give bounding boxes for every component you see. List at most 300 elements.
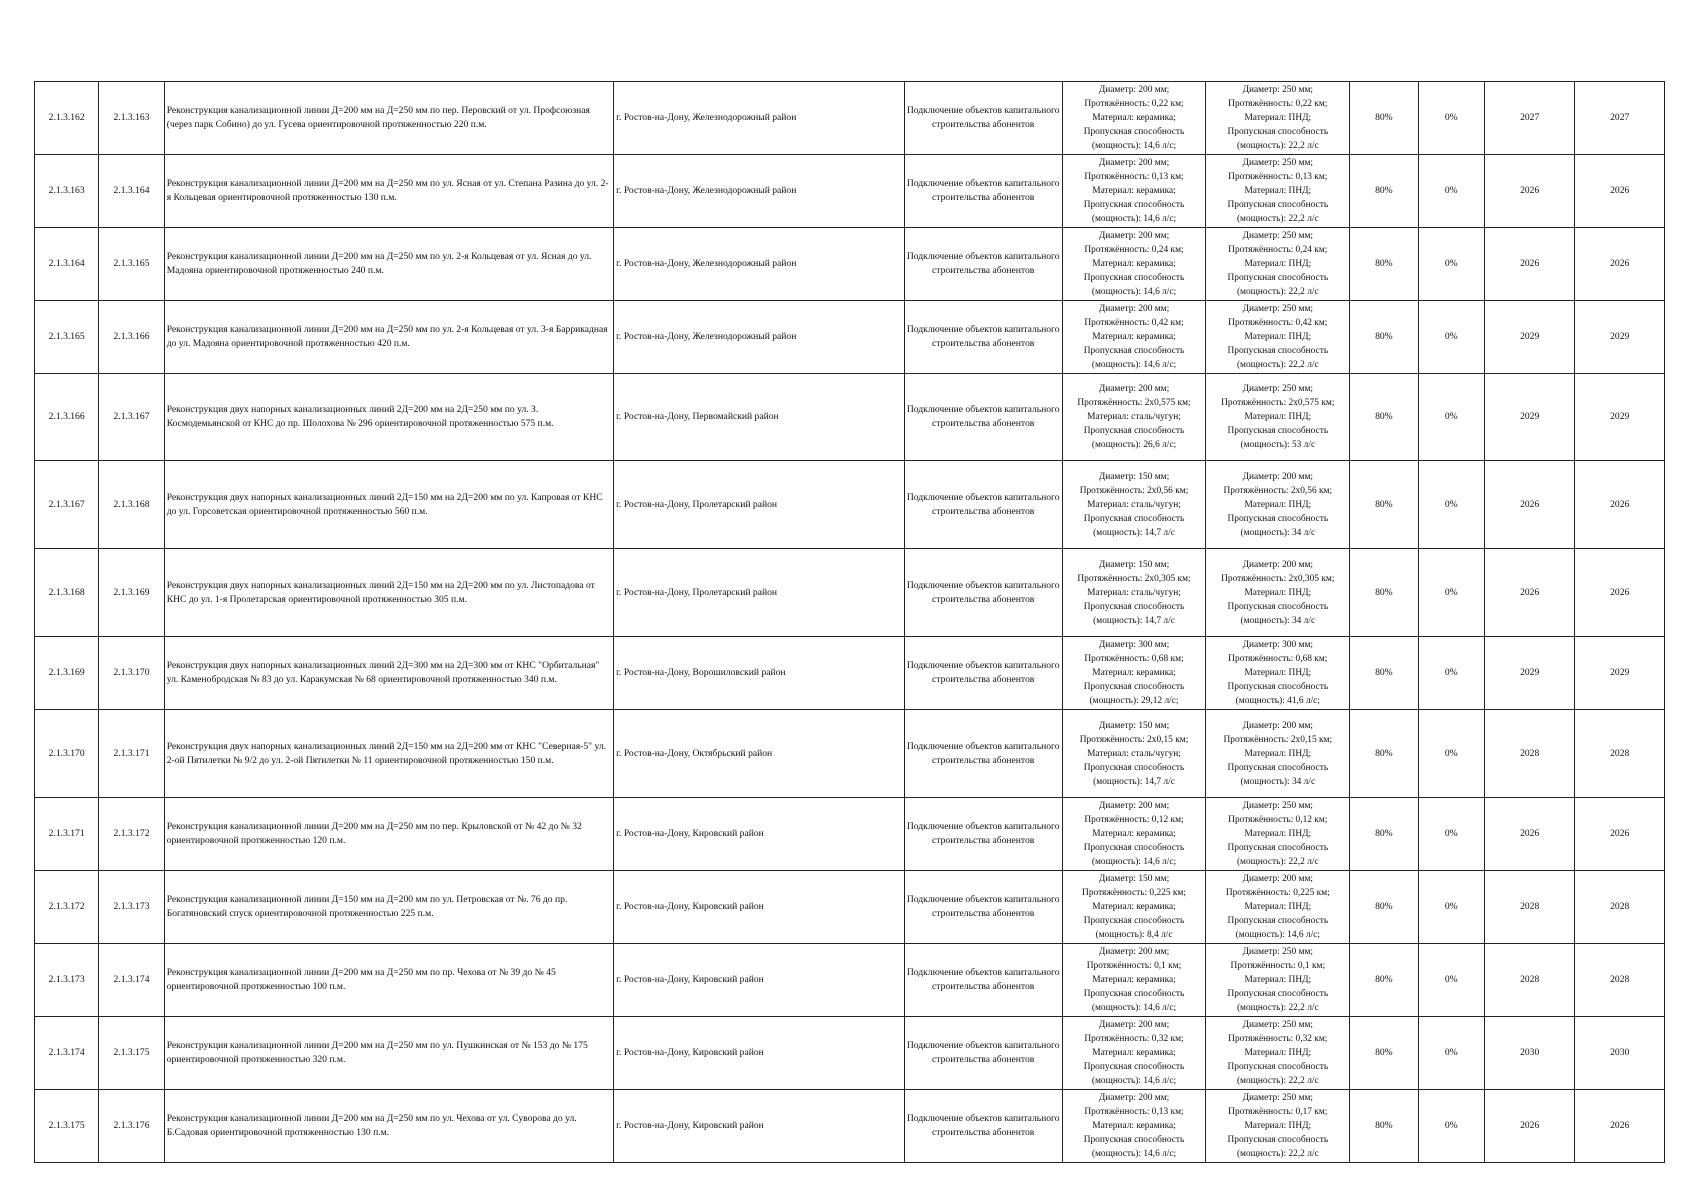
param-line: Материал: керамика; xyxy=(1092,975,1176,985)
param-line: Диаметр: 200 мм; xyxy=(1098,1020,1170,1030)
percent-cell: 80% xyxy=(1350,82,1418,155)
param-line: Диаметр: 150 мм; xyxy=(1098,874,1170,884)
table-row xyxy=(35,871,1665,944)
purpose-cell: Подключение объектов капитального строительства абонентов xyxy=(904,301,1062,374)
param-line: Материал: сталь/чугун; xyxy=(1087,499,1181,510)
param-line: Пропускная способность xyxy=(1227,989,1329,999)
param-line: Диаметр: 200 мм; xyxy=(1098,947,1170,957)
param-line: (мощность): 26,6 л/с; xyxy=(1091,440,1177,450)
params-after-cell xyxy=(1206,155,1350,228)
purpose-cell: Подключение объектов капитального строительства абонентов xyxy=(904,1090,1062,1163)
location-cell: г. Ростов-на-Дону, Кировский район xyxy=(614,798,905,871)
param-line: Материал: керамика; xyxy=(1092,829,1176,839)
table-row xyxy=(35,798,1665,871)
year-end-cell: 2026 xyxy=(1575,549,1665,637)
row-number-cell: 2.1.3.167 xyxy=(35,461,99,549)
param-line: Материал: сталь/чугун; xyxy=(1087,748,1181,759)
param-line: (мощность): 22,2 л/с xyxy=(1236,214,1319,224)
purpose-cell: Подключение объектов капитального строительства абонентов xyxy=(904,155,1062,228)
percent-cell: 0% xyxy=(1418,637,1484,710)
location-cell: г. Ростов-на-Дону, Ворошиловский район xyxy=(614,637,905,710)
params-before-cell xyxy=(1062,155,1206,228)
row-number-cell: 2.1.3.168 xyxy=(35,549,99,637)
purpose-cell: Подключение объектов капитального строительства абонентов xyxy=(904,461,1062,549)
param-line: Диаметр: 200 мм; xyxy=(1098,384,1170,394)
params-before-cell xyxy=(1062,1017,1206,1090)
location-cell: г. Ростов-на-Дону, Железнодорожный район xyxy=(614,228,905,301)
param-line: Материал: керамика; xyxy=(1092,1121,1176,1131)
param-line: Диаметр: 200 мм; xyxy=(1242,471,1313,482)
location-cell: г. Ростов-на-Дону, Кировский район xyxy=(614,1017,905,1090)
param-line: Диаметр: 300 мм; xyxy=(1098,640,1170,650)
purpose-cell: Подключение объектов капитального строительства абонентов xyxy=(904,637,1062,710)
description-cell: Реконструкция двух напорных канализационных линий 2Д=200 мм на 2Д=250 мм по ул. З. Космодемьянской от КНС до пр. Шолохова № 296 ориентировочной протяженностью 575 п.м. xyxy=(164,374,613,461)
description-cell: Реконструкция канализационной линии Д=200 мм на Д=250 мм по ул. Пушкинская от № 153 до № 175 ориентировочной протяженностью 320 п.м. xyxy=(164,1017,613,1090)
percent-cell: 80% xyxy=(1350,944,1418,1017)
year-start-cell: 2028 xyxy=(1484,944,1574,1017)
table-row xyxy=(35,461,1665,549)
table-row xyxy=(35,301,1665,374)
param-line: Диаметр: 200 мм; xyxy=(1242,559,1313,570)
investment-program-table xyxy=(34,81,1665,1163)
param-line: Пропускная способность xyxy=(1227,346,1329,356)
param-line: (мощность): 14,6 л/с; xyxy=(1091,360,1177,370)
year-end-cell: 2028 xyxy=(1575,944,1665,1017)
year-end-cell: 2026 xyxy=(1575,228,1665,301)
param-line: Протяжённость: 0,225 км; xyxy=(1225,888,1330,898)
param-line: Пропускная способность xyxy=(1083,513,1185,524)
param-line: Пропускная способность xyxy=(1083,1062,1185,1072)
param-line: (мощность): 22,2 л/с xyxy=(1236,1149,1319,1159)
param-line: (мощность): 14,7 л/с xyxy=(1093,527,1175,538)
row-number-cell: 2.1.3.174 xyxy=(35,1017,99,1090)
percent-cell: 0% xyxy=(1418,82,1484,155)
param-line: (мощность): 53 л/с xyxy=(1240,440,1316,450)
year-start-cell: 2026 xyxy=(1484,155,1574,228)
param-line: Пропускная способность xyxy=(1083,346,1185,356)
percent-cell: 80% xyxy=(1350,798,1418,871)
param-line: Пропускная способность xyxy=(1083,273,1185,283)
location-cell: г. Ростов-на-Дону, Октябрьский район xyxy=(614,710,905,798)
item-code-cell: 2.1.3.167 xyxy=(99,374,164,461)
params-before-cell xyxy=(1062,461,1206,549)
year-end-cell: 2029 xyxy=(1575,301,1665,374)
param-line: Пропускная способность xyxy=(1227,513,1329,524)
param-line: Материал: ПНД; xyxy=(1244,412,1312,422)
item-code-cell: 2.1.3.174 xyxy=(99,944,164,1017)
year-end-cell: 2026 xyxy=(1575,798,1665,871)
params-before-cell xyxy=(1062,798,1206,871)
param-line: Материал: ПНД; xyxy=(1244,587,1312,598)
param-line: Диаметр: 200 мм; xyxy=(1098,1093,1170,1103)
param-line: Материал: ПНД; xyxy=(1244,186,1312,196)
param-line: Пропускная способность xyxy=(1227,843,1329,853)
description-cell: Реконструкция канализационной линии Д=200 мм на Д=250 мм по ул. Ясная от ул. Степана Разина до ул. 2-я Кольцевая ориентировочной протяженностью 130 п.м. xyxy=(164,155,613,228)
location-cell: г. Ростов-на-Дону, Первомайский район xyxy=(614,374,905,461)
param-line: (мощность): 14,6 л/с; xyxy=(1091,1149,1177,1159)
year-start-cell: 2029 xyxy=(1484,374,1574,461)
table-row xyxy=(35,637,1665,710)
param-line: Материал: керамика; xyxy=(1092,668,1176,678)
year-start-cell: 2027 xyxy=(1484,82,1574,155)
year-end-cell: 2026 xyxy=(1575,1090,1665,1163)
percent-cell: 0% xyxy=(1418,374,1484,461)
param-line: Пропускная способность xyxy=(1227,200,1329,210)
year-end-cell: 2026 xyxy=(1575,461,1665,549)
percent-cell: 0% xyxy=(1418,798,1484,871)
param-line: Пропускная способность xyxy=(1227,127,1329,137)
description-cell: Реконструкция двух напорных канализационных линий 2Д=300 мм на 2Д=300 мм от КНС "Орбитальная" ул. Каменобродская № 83 до ул. Каракумская № 68 ориентировочной протяженностью 340 п.м. xyxy=(164,637,613,710)
param-line: Пропускная способность xyxy=(1083,916,1185,926)
param-line: Диаметр: 200 мм; xyxy=(1242,874,1313,884)
param-line: Пропускная способность xyxy=(1083,989,1185,999)
params-before-cell xyxy=(1062,228,1206,301)
param-line: Протяжённость: 0,17 км; xyxy=(1228,1107,1328,1117)
purpose-cell: Подключение объектов капитального строительства абонентов xyxy=(904,944,1062,1017)
param-line: (мощность): 22,2 л/с xyxy=(1236,1076,1319,1086)
param-line: Пропускная способность xyxy=(1227,1135,1329,1145)
param-line: Протяжённость: 2х0,305 км; xyxy=(1221,573,1335,584)
location-cell: г. Ростов-на-Дону, Кировский район xyxy=(614,944,905,1017)
percent-cell: 80% xyxy=(1350,710,1418,798)
year-end-cell: 2030 xyxy=(1575,1017,1665,1090)
year-start-cell: 2026 xyxy=(1484,461,1574,549)
param-line: (мощность): 8,4 л/с xyxy=(1095,930,1173,940)
params-after-cell xyxy=(1206,228,1350,301)
params-before-cell xyxy=(1062,82,1206,155)
params-before-cell xyxy=(1062,1090,1206,1163)
year-start-cell: 2026 xyxy=(1484,549,1574,637)
percent-cell: 80% xyxy=(1350,461,1418,549)
param-line: Пропускная способность xyxy=(1083,601,1185,612)
param-line: Протяжённость: 0,22 км; xyxy=(1084,99,1184,109)
description-cell: Реконструкция канализационной линии Д=150 мм на Д=200 мм по ул. Петровская от №. 76 до пр. Богатяновский спуск ориентировочной протяженностью 225 п.м. xyxy=(164,871,613,944)
item-code-cell: 2.1.3.164 xyxy=(99,155,164,228)
param-line: Материал: керамика; xyxy=(1092,1048,1176,1058)
param-line: Протяжённость: 0,13 км; xyxy=(1228,172,1328,182)
year-end-cell: 2028 xyxy=(1575,871,1665,944)
year-start-cell: 2030 xyxy=(1484,1017,1574,1090)
param-line: Пропускная способность xyxy=(1227,916,1329,926)
param-line: (мощность): 34 л/с xyxy=(1240,615,1316,626)
row-number-cell: 2.1.3.171 xyxy=(35,798,99,871)
param-line: Диаметр: 200 мм; xyxy=(1098,801,1170,811)
param-line: Протяжённость: 0,22 км; xyxy=(1228,99,1328,109)
param-line: Пропускная способность xyxy=(1083,682,1185,692)
percent-cell: 80% xyxy=(1350,374,1418,461)
table-row xyxy=(35,944,1665,1017)
table-row xyxy=(35,549,1665,637)
param-line: (мощность): 29,12 л/с; xyxy=(1089,696,1179,706)
params-after-cell xyxy=(1206,461,1350,549)
params-after-cell xyxy=(1206,798,1350,871)
param-line: Пропускная способность xyxy=(1227,1062,1329,1072)
percent-cell: 0% xyxy=(1418,155,1484,228)
param-line: Протяжённость: 0,42 км; xyxy=(1228,318,1328,328)
param-line: Пропускная способность xyxy=(1083,843,1185,853)
row-number-cell: 2.1.3.163 xyxy=(35,155,99,228)
item-code-cell: 2.1.3.175 xyxy=(99,1017,164,1090)
param-line: Материал: керамика; xyxy=(1092,113,1176,123)
description-cell: Реконструкция канализационной линии Д=200 мм на Д=250 мм по пр. Чехова от № 39 до № 45 ориентировочной протяженностью 100 п.м. xyxy=(164,944,613,1017)
purpose-cell: Подключение объектов капитального строительства абонентов xyxy=(904,871,1062,944)
params-after-cell xyxy=(1206,374,1350,461)
row-number-cell: 2.1.3.175 xyxy=(35,1090,99,1163)
year-start-cell: 2026 xyxy=(1484,798,1574,871)
param-line: Пропускная способность xyxy=(1227,601,1329,612)
location-cell: г. Ростов-на-Дону, Железнодорожный район xyxy=(614,82,905,155)
param-line: Материал: керамика; xyxy=(1092,259,1176,269)
item-code-cell: 2.1.3.171 xyxy=(99,710,164,798)
param-line: Пропускная способность xyxy=(1083,426,1185,436)
percent-cell: 0% xyxy=(1418,228,1484,301)
param-line: Протяжённость: 0,24 км; xyxy=(1228,245,1328,255)
param-line: (мощность): 22,2 л/с xyxy=(1236,1003,1319,1013)
table-row xyxy=(35,1090,1665,1163)
param-line: Протяжённость: 0,225 км; xyxy=(1082,888,1186,898)
description-cell: Реконструкция двух напорных канализационных линий 2Д=150 мм на 2Д=200 мм от КНС "Северная-5" ул. 2-ой Пятилетки № 9/2 до ул. 2-ой Пятилетки № 11 ориентировочной протяженностью 150 п.м. xyxy=(164,710,613,798)
row-number-cell: 2.1.3.172 xyxy=(35,871,99,944)
param-line: Протяжённость: 0,68 км; xyxy=(1228,654,1328,664)
description-cell: Реконструкция канализационной линии Д=200 мм на Д=250 мм по ул. 2-я Кольцевая от ул. 3-я Баррикадная до ул. Мадояна ориентировочной протяженностью 420 п.м. xyxy=(164,301,613,374)
params-after-cell xyxy=(1206,301,1350,374)
location-cell: г. Ростов-на-Дону, Пролетарский район xyxy=(614,549,905,637)
param-line: Материал: сталь/чугун; xyxy=(1087,412,1181,422)
table-body xyxy=(35,82,1665,1163)
params-before-cell xyxy=(1062,871,1206,944)
row-number-cell: 2.1.3.166 xyxy=(35,374,99,461)
item-code-cell: 2.1.3.169 xyxy=(99,549,164,637)
year-end-cell: 2026 xyxy=(1575,155,1665,228)
description-cell: Реконструкция канализационной линии Д=200 мм на Д=250 мм по пер. Крыловской от № 42 до № 32 ориентировочной протяженностью 120 п.м. xyxy=(164,798,613,871)
params-before-cell xyxy=(1062,944,1206,1017)
param-line: Протяжённость: 0,13 км; xyxy=(1084,172,1184,182)
param-line: (мощность): 34 л/с xyxy=(1240,776,1316,787)
param-line: (мощность): 14,7 л/с xyxy=(1093,776,1175,787)
params-after-cell xyxy=(1206,710,1350,798)
purpose-cell: Подключение объектов капитального строительства абонентов xyxy=(904,228,1062,301)
table-row xyxy=(35,82,1665,155)
percent-cell: 80% xyxy=(1350,549,1418,637)
row-number-cell: 2.1.3.173 xyxy=(35,944,99,1017)
params-before-cell xyxy=(1062,710,1206,798)
param-line: Диаметр: 200 мм; xyxy=(1098,304,1170,314)
param-line: Диаметр: 250 мм; xyxy=(1242,231,1313,241)
params-after-cell xyxy=(1206,637,1350,710)
param-line: Протяжённость: 2х0,56 км; xyxy=(1223,485,1333,496)
param-line: Пропускная способность xyxy=(1083,127,1185,137)
param-line: (мощность): 14,6 л/с; xyxy=(1091,1003,1177,1013)
year-start-cell: 2028 xyxy=(1484,710,1574,798)
row-number-cell: 2.1.3.164 xyxy=(35,228,99,301)
percent-cell: 0% xyxy=(1418,944,1484,1017)
location-cell: г. Ростов-на-Дону, Кировский район xyxy=(614,871,905,944)
param-line: Пропускная способность xyxy=(1227,426,1329,436)
year-end-cell: 2028 xyxy=(1575,710,1665,798)
param-line: Диаметр: 250 мм; xyxy=(1242,384,1313,394)
row-number-cell: 2.1.3.162 xyxy=(35,82,99,155)
params-before-cell xyxy=(1062,549,1206,637)
description-cell: Реконструкция двух напорных канализационных линий 2Д=150 мм на 2Д=200 мм по ул. Капровая от КНС до ул. Горсоветская ориентировочной протяженностью 560 п.м. xyxy=(164,461,613,549)
percent-cell: 80% xyxy=(1350,1017,1418,1090)
param-line: Пропускная способность xyxy=(1083,200,1185,210)
param-line: (мощность): 41,6 л/с; xyxy=(1235,696,1320,706)
param-line: (мощность): 14,6 л/с; xyxy=(1091,141,1177,151)
param-line: Материал: ПНД; xyxy=(1244,259,1312,269)
description-cell: Реконструкция канализационной линии Д=200 мм на Д=250 мм по ул. 2-я Кольцевая от ул. Ясная до ул. Мадояна ориентировочной протяженностью 240 п.м. xyxy=(164,228,613,301)
location-cell: г. Ростов-на-Дону, Пролетарский район xyxy=(614,461,905,549)
param-line: Диаметр: 200 мм; xyxy=(1098,231,1170,241)
percent-cell: 80% xyxy=(1350,228,1418,301)
param-line: Пропускная способность xyxy=(1227,762,1329,773)
param-line: Материал: ПНД; xyxy=(1244,829,1312,839)
param-line: Диаметр: 200 мм; xyxy=(1242,720,1313,731)
purpose-cell: Подключение объектов капитального строительства абонентов xyxy=(904,374,1062,461)
percent-cell: 0% xyxy=(1418,1017,1484,1090)
param-line: Протяжённость: 2х0,575 км; xyxy=(1077,398,1191,408)
year-start-cell: 2026 xyxy=(1484,1090,1574,1163)
year-end-cell: 2029 xyxy=(1575,374,1665,461)
param-line: Диаметр: 150 мм; xyxy=(1098,471,1170,482)
row-number-cell: 2.1.3.165 xyxy=(35,301,99,374)
percent-cell: 80% xyxy=(1350,155,1418,228)
param-line: Протяжённость: 2х0,56 км; xyxy=(1079,485,1189,496)
param-line: Пропускная способность xyxy=(1083,1135,1185,1145)
param-line: Материал: ПНД; xyxy=(1244,668,1312,678)
params-after-cell xyxy=(1206,871,1350,944)
percent-cell: 0% xyxy=(1418,549,1484,637)
param-line: (мощность): 14,7 л/с xyxy=(1093,615,1175,626)
location-cell: г. Ростов-на-Дону, Кировский район xyxy=(614,1090,905,1163)
item-code-cell: 2.1.3.173 xyxy=(99,871,164,944)
param-line: Материал: ПНД; xyxy=(1244,499,1312,510)
row-number-cell: 2.1.3.170 xyxy=(35,710,99,798)
year-start-cell: 2026 xyxy=(1484,228,1574,301)
description-cell: Реконструкция канализационной линии Д=200 мм на Д=250 мм по ул. Чехова от ул. Суворова до ул. Б.Садовая ориентировочной протяженностью 130 п.м. xyxy=(164,1090,613,1163)
param-line: Диаметр: 150 мм; xyxy=(1098,720,1170,731)
param-line: Диаметр: 250 мм; xyxy=(1242,801,1313,811)
year-start-cell: 2029 xyxy=(1484,637,1574,710)
item-code-cell: 2.1.3.163 xyxy=(99,82,164,155)
percent-cell: 0% xyxy=(1418,710,1484,798)
year-end-cell: 2027 xyxy=(1575,82,1665,155)
param-line: Протяжённость: 0,1 км; xyxy=(1230,961,1326,971)
percent-cell: 0% xyxy=(1418,461,1484,549)
description-cell: Реконструкция канализационной линии Д=200 мм на Д=250 мм по пер. Перовский от ул. Профсоюзная (через парк Собино) до ул. Гусева ориентировочной протяженностью 220 п.м. xyxy=(164,82,613,155)
param-line: Протяжённость: 0,12 км; xyxy=(1084,815,1184,825)
param-line: Материал: керамика; xyxy=(1092,902,1176,912)
params-after-cell xyxy=(1206,1090,1350,1163)
params-after-cell xyxy=(1206,549,1350,637)
param-line: (мощность): 22,2 л/с xyxy=(1236,141,1319,151)
purpose-cell: Подключение объектов капитального строительства абонентов xyxy=(904,710,1062,798)
param-line: (мощность): 22,2 л/с xyxy=(1236,287,1319,297)
param-line: (мощность): 34 л/с xyxy=(1240,527,1316,538)
params-before-cell xyxy=(1062,637,1206,710)
param-line: (мощность): 22,2 л/с xyxy=(1236,360,1319,370)
param-line: Диаметр: 300 мм; xyxy=(1242,640,1313,650)
param-line: Пропускная способность xyxy=(1227,273,1329,283)
param-line: Протяжённость: 0,42 км; xyxy=(1084,318,1184,328)
param-line: Диаметр: 250 мм; xyxy=(1242,947,1313,957)
table-row xyxy=(35,228,1665,301)
param-line: Протяжённость: 2х0,305 км; xyxy=(1077,573,1191,584)
param-line: (мощность): 14,6 л/с; xyxy=(1091,214,1177,224)
param-line: Диаметр: 250 мм; xyxy=(1242,304,1313,314)
percent-cell: 0% xyxy=(1418,1090,1484,1163)
param-line: Материал: ПНД; xyxy=(1244,748,1312,759)
params-after-cell xyxy=(1206,1017,1350,1090)
table-row xyxy=(35,710,1665,798)
purpose-cell: Подключение объектов капитального строительства абонентов xyxy=(904,549,1062,637)
param-line: Материал: ПНД; xyxy=(1244,332,1312,342)
params-before-cell xyxy=(1062,301,1206,374)
item-code-cell: 2.1.3.166 xyxy=(99,301,164,374)
param-line: Материал: керамика; xyxy=(1092,186,1176,196)
year-start-cell: 2028 xyxy=(1484,871,1574,944)
param-line: (мощность): 14,6 л/с; xyxy=(1235,930,1320,940)
param-line: Пропускная способность xyxy=(1083,762,1185,773)
item-code-cell: 2.1.3.168 xyxy=(99,461,164,549)
param-line: Материал: ПНД; xyxy=(1244,975,1312,985)
year-start-cell: 2029 xyxy=(1484,301,1574,374)
row-number-cell: 2.1.3.169 xyxy=(35,637,99,710)
param-line: Материал: ПНД; xyxy=(1244,113,1312,123)
purpose-cell: Подключение объектов капитального строительства абонентов xyxy=(904,798,1062,871)
param-line: Диаметр: 250 мм; xyxy=(1242,85,1313,95)
param-line: Диаметр: 150 мм; xyxy=(1098,559,1170,570)
param-line: Материал: керамика; xyxy=(1092,332,1176,342)
param-line: (мощность): 14,6 л/с; xyxy=(1091,857,1177,867)
param-line: Материал: ПНД; xyxy=(1244,1121,1312,1131)
param-line: Материал: сталь/чугун; xyxy=(1087,587,1181,598)
table-row xyxy=(35,374,1665,461)
percent-cell: 80% xyxy=(1350,637,1418,710)
params-after-cell xyxy=(1206,944,1350,1017)
params-after-cell xyxy=(1206,82,1350,155)
item-code-cell: 2.1.3.170 xyxy=(99,637,164,710)
param-line: Материал: ПНД; xyxy=(1244,902,1312,912)
param-line: Протяжённость: 2х0,575 км; xyxy=(1221,398,1335,408)
param-line: Диаметр: 250 мм; xyxy=(1242,158,1313,168)
param-line: Диаметр: 250 мм; xyxy=(1242,1020,1313,1030)
param-line: (мощность): 14,6 л/с; xyxy=(1091,1076,1177,1086)
purpose-cell: Подключение объектов капитального строительства абонентов xyxy=(904,1017,1062,1090)
location-cell: г. Ростов-на-Дону, Железнодорожный район xyxy=(614,301,905,374)
param-line: Диаметр: 250 мм; xyxy=(1242,1093,1313,1103)
percent-cell: 80% xyxy=(1350,871,1418,944)
percent-cell: 0% xyxy=(1418,871,1484,944)
percent-cell: 80% xyxy=(1350,301,1418,374)
param-line: Протяжённость: 0,12 км; xyxy=(1228,815,1328,825)
params-before-cell xyxy=(1062,374,1206,461)
param-line: Протяжённость: 2х0,15 км; xyxy=(1079,734,1189,745)
param-line: (мощность): 22,2 л/с xyxy=(1236,857,1319,867)
percent-cell: 0% xyxy=(1418,301,1484,374)
param-line: Материал: ПНД; xyxy=(1244,1048,1312,1058)
param-line: Диаметр: 200 мм; xyxy=(1098,85,1170,95)
param-line: Протяжённость: 0,68 км; xyxy=(1084,654,1184,664)
param-line: Протяжённость: 0,1 км; xyxy=(1086,961,1182,971)
percent-cell: 80% xyxy=(1350,1090,1418,1163)
param-line: Диаметр: 200 мм; xyxy=(1098,158,1170,168)
purpose-cell: Подключение объектов капитального строительства абонентов xyxy=(904,82,1062,155)
param-line: Протяжённость: 2х0,15 км; xyxy=(1223,734,1333,745)
description-cell: Реконструкция двух напорных канализационных линий 2Д=150 мм на 2Д=200 мм по ул. Листопадова от КНС до ул. 1-я Пролетарская ориентировочной протяженностью 305 п.м. xyxy=(164,549,613,637)
table-row xyxy=(35,1017,1665,1090)
param-line: Протяжённость: 0,24 км; xyxy=(1084,245,1184,255)
item-code-cell: 2.1.3.172 xyxy=(99,798,164,871)
